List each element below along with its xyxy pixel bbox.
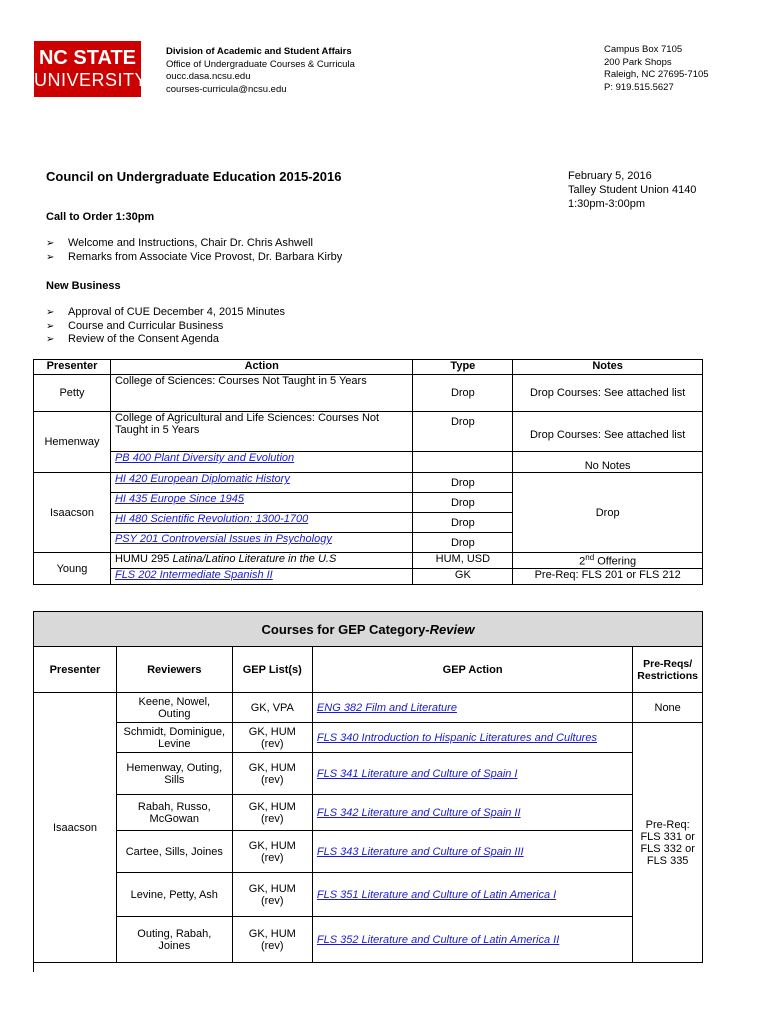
presenter-cell: Hemenway <box>34 412 111 473</box>
logo-line2: UNIVERSITY <box>34 70 148 90</box>
gep-cell: GK, HUM (rev) <box>232 723 312 753</box>
list-item-text: Approval of CUE December 4, 2015 Minutes <box>68 306 286 318</box>
meeting-place: Talley Student Union 4140 <box>568 184 697 196</box>
action-cell <box>312 831 632 873</box>
arrow-bullet-icon: ➢ <box>46 334 55 345</box>
gep-caption-review: Review <box>429 621 475 637</box>
list-item <box>46 306 285 320</box>
notes-cell: Drop <box>513 473 703 553</box>
reviewers-cell: Keene, Nowel, Outing <box>116 693 232 723</box>
course-code: HUMU 295 <box>114 553 170 565</box>
table-row <box>34 693 703 723</box>
col-header-action: Action <box>110 360 412 375</box>
gep-cell: GK, HUM (rev) <box>232 873 312 917</box>
type-cell: Drop <box>413 513 513 533</box>
division-name: Division of Academic and Student Affairs <box>166 46 352 57</box>
list-item <box>46 333 285 347</box>
table-row <box>34 873 703 917</box>
header-left <box>166 46 355 96</box>
presenter-cell: Isaacson <box>34 693 117 963</box>
list-item <box>46 237 342 251</box>
logo-line1: NC STATE <box>38 47 137 69</box>
reviewers-cell: Outing, Rabah, Joines <box>116 917 232 963</box>
action-cell <box>312 917 632 963</box>
notes-cell: Drop Courses: See attached list <box>513 375 703 412</box>
call-to-order-heading: Call to Order 1:30pm <box>46 211 155 223</box>
prereq-cell: None <box>633 693 703 723</box>
action-cell <box>312 723 632 753</box>
reviewers-cell: Hemenway, Outing, Sills <box>116 753 232 795</box>
notes-cell: Pre-Req: FLS 201 or FLS 212 <box>513 569 703 585</box>
gep-cell: GK, HUM (rev) <box>232 917 312 963</box>
table-row <box>34 375 703 412</box>
arrow-bullet-icon: ➢ <box>46 251 55 263</box>
header-right <box>604 44 709 94</box>
action-cell <box>312 753 632 795</box>
col-header-gep-action: GEP Action <box>312 647 632 693</box>
action-cell <box>110 473 412 493</box>
list-item-text: Welcome and Instructions, Chair Dr. Chris Ashwell <box>68 237 313 249</box>
action-cell <box>312 795 632 831</box>
action-cell <box>110 513 412 533</box>
action-cell: College of Agricultural and Life Sciences: Courses Not Taught in 5 Years <box>110 412 412 452</box>
table-row <box>34 795 703 831</box>
gep-cell: GK, HUM (rev) <box>232 753 312 795</box>
gep-cell: GK, HUM (rev) <box>232 831 312 873</box>
course-link-hi480[interactable]: HI 480 Scientific Revolution: 1300-1700 <box>114 513 309 525</box>
action-cell <box>110 493 412 513</box>
office-web: oucc.dasa.ncsu.edu <box>166 71 251 82</box>
gep-caption <box>34 612 703 647</box>
reviewers-cell: Rabah, Russo, McGowan <box>116 795 232 831</box>
course-link-fls202[interactable]: FLS 202 Intermediate Spanish II <box>114 569 273 581</box>
list-item <box>46 251 342 265</box>
course-link-psy201[interactable]: PSY 201 Controversial Issues in Psychology <box>114 533 332 545</box>
course-link-hi420[interactable]: HI 420 European Diplomatic History <box>114 473 290 485</box>
col-header-presenter: Presenter <box>34 647 117 693</box>
type-cell <box>413 452 513 473</box>
street-address: 200 Park Shops <box>604 56 672 68</box>
office-email: courses-curricula@ncsu.edu <box>166 83 287 95</box>
gep-cell: GK, VPA <box>232 693 312 723</box>
course-link-hi435[interactable]: HI 435 Europe Since 1945 <box>114 493 245 505</box>
course-link-fls351[interactable]: FLS 351 Literature and Culture of Latin America I <box>316 888 557 901</box>
reviewers-cell: Schmidt, Dominigue, Levine <box>116 723 232 753</box>
office-name: Office of Undergraduate Courses & Curricula <box>166 58 355 70</box>
notes-cell: Drop Courses: See attached list <box>513 412 703 452</box>
meeting-date: February 5, 2016 <box>568 170 652 182</box>
business-list <box>46 306 285 347</box>
col-header-reviewers: Reviewers <box>116 647 232 693</box>
table-row <box>34 452 703 473</box>
col-header-prereqs: Pre-Reqs/ Restrictions <box>633 647 703 693</box>
table-row <box>34 569 703 585</box>
col-header-type: Type <box>413 360 513 375</box>
course-link-fls343[interactable]: FLS 343 Literature and Culture of Spain III <box>316 845 524 858</box>
course-link-fls341[interactable]: FLS 341 Literature and Culture of Spain I <box>316 767 518 780</box>
phone: P: 919.515.5627 <box>604 81 674 93</box>
gep-cell: GK, HUM (rev) <box>232 795 312 831</box>
col-header-presenter: Presenter <box>34 360 111 375</box>
type-cell: HUM, USD <box>413 553 513 569</box>
list-item-text: Course and Curricular Business <box>68 319 224 332</box>
type-cell: Drop <box>413 412 513 452</box>
nc-state-logo <box>34 41 148 97</box>
type-cell: Drop <box>413 473 513 493</box>
reviewers-cell: Levine, Petty, Ash <box>116 873 232 917</box>
type-cell: Drop <box>413 375 513 412</box>
table-row <box>34 553 703 569</box>
action-cell <box>110 533 412 553</box>
action-cell <box>110 553 412 569</box>
offering-number: 2 <box>579 555 586 568</box>
table-row <box>34 412 703 452</box>
arrow-bullet-icon: ➢ <box>46 307 55 318</box>
arrow-bullet-icon: ➢ <box>46 320 55 332</box>
list-item-text: Remarks from Associate Vice Provost, Dr. Barbara Kirby <box>68 250 343 263</box>
meeting-info <box>568 169 696 211</box>
course-link-eng382[interactable]: ENG 382 Film and Literature <box>316 701 457 714</box>
table-row <box>34 917 703 963</box>
course-link-pb400[interactable]: PB 400 Plant Diversity and Evolution <box>114 452 295 464</box>
gep-caption-text: Courses for GEP Category- <box>261 621 430 637</box>
type-cell: Drop <box>413 493 513 513</box>
notes-cell: No Notes <box>513 452 703 473</box>
table-row <box>34 753 703 795</box>
type-cell: Drop <box>413 533 513 553</box>
list-item <box>46 320 285 334</box>
reviewers-cell: Cartee, Sills, Joines <box>116 831 232 873</box>
arrow-bullet-icon: ➢ <box>46 238 55 249</box>
course-link-fls352[interactable]: FLS 352 Literature and Culture of Latin America II <box>316 933 560 946</box>
course-title: Latina/Latino Literature in the U.S <box>172 553 337 565</box>
notes-cell <box>513 553 703 569</box>
action-cell: College of Sciences: Courses Not Taught in 5 Years <box>110 375 412 412</box>
table-row <box>34 473 703 493</box>
presenter-cell: Isaacson <box>34 473 111 553</box>
presenter-cell: Young <box>34 553 111 585</box>
gep-table <box>33 611 703 963</box>
table-continuation-line <box>33 958 34 972</box>
course-link-fls342[interactable]: FLS 342 Literature and Culture of Spain II <box>316 806 521 819</box>
table-row <box>34 723 703 753</box>
city-address: Raleigh, NC 27695-7105 <box>604 69 709 80</box>
page-title: Council on Undergraduate Education 2015-2016 <box>46 169 342 184</box>
presenter-cell: Petty <box>34 375 111 412</box>
course-link-fls340[interactable]: FLS 340 Introduction to Hispanic Literatures and Cultures <box>316 731 597 744</box>
call-list <box>46 237 342 264</box>
meeting-time: 1:30pm-3:00pm <box>568 198 646 210</box>
action-cell <box>110 452 412 473</box>
type-cell: GK <box>413 569 513 585</box>
offering-suffix: nd <box>585 553 595 562</box>
action-cell <box>110 569 412 585</box>
col-header-gep-list: GEP List(s) <box>232 647 312 693</box>
agenda-table <box>33 359 703 585</box>
col-header-notes: Notes <box>513 360 703 375</box>
prereq-cell: Pre-Req: FLS 331 or FLS 332 or FLS 335 <box>633 723 703 963</box>
action-cell <box>312 873 632 917</box>
table-row <box>34 831 703 873</box>
list-item-text: Review of the Consent Agenda <box>68 333 220 345</box>
new-business-heading: New Business <box>46 280 121 292</box>
action-cell <box>312 693 632 723</box>
campus-box: Campus Box 7105 <box>604 44 683 55</box>
offering-label: Offering <box>594 555 637 568</box>
